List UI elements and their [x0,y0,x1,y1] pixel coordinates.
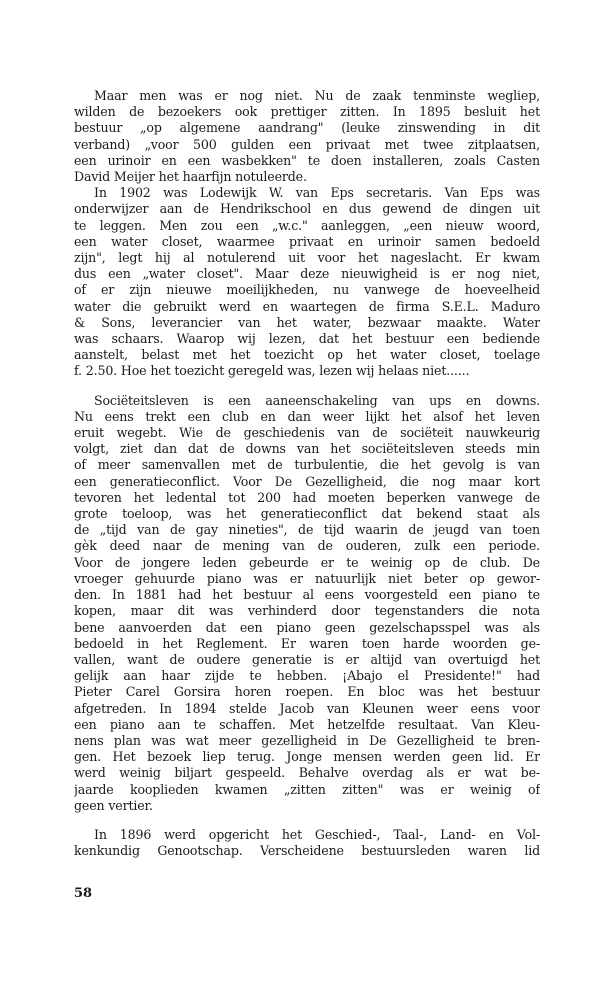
paragraph-3 [74,393,540,814]
text-line: Sociëteitsleven is een aaneenschakeling van ups en downs. [94,392,540,408]
text-line: Voor de jongere leden gebeurde er te weinig op de club. De [74,554,540,570]
text-line: nens plan was wat meer gezelligheid in De Gezelligheid te bren- [74,732,540,748]
text-line: was schaars. Waarop wij lezen, dat het bestuur een bediende [74,331,540,347]
text-line: Nu eens trekt een club en dan weer lijkt het alsof het leven [74,408,540,424]
paragraph-4 [74,827,540,859]
text-line: David Meijer het haarfijn notuleerde. [74,169,307,185]
text-line: wilden de bezoekers ook prettiger zitten. In 1895 besluit het [74,104,540,120]
text-line: kenkundig Genootschap. Verscheidene bestuursleden waren lid [74,843,540,859]
text-line: & Sons, leverancier van het water, bezwaar maakte. Water [74,314,540,330]
paragraph-2 [74,185,540,379]
text-line: kopen, maar dit was verhinderd door tegenstanders die nota [74,603,540,619]
text-line: gen. Het bezoek liep terug. Jonge mensen werden geen lid. Er [74,749,540,765]
text-line: afgetreden. In 1894 stelde Jacob van Kleunen weer eens voor [74,700,540,716]
text-line: verband) „voor 500 gulden een privaat met twee zitplaatsen, [74,136,540,152]
text-line: bestuur „op algemene aandrang" (leuke zinswending in dit [74,120,540,136]
text-line: jaarde kooplieden kwamen „zitten zitten" was er weinig of [74,781,540,797]
text-line: den. In 1881 had het bestuur al eens voorgesteld een piano te [74,587,540,603]
text-line: of meer samenvallen met de turbulentie, die het gevolg is van [74,457,540,473]
text-line: een urinoir en een wasbekken" te doen installeren, zoals Casten [74,152,540,168]
paragraph-1 [74,88,540,185]
text-line: bene aanvoerden dat een piano geen gezelschapsspel was als [74,619,540,635]
text-line: grote toeloop, was het generatieconflict dat bekend staat als [74,506,540,522]
text-line: eruit wegebt. Wie de geschiedenis van de sociëteit nauwkeurig [74,425,540,441]
text-line: een piano aan te schaffen. Met hetzelfde resultaat. Van Kleu- [74,716,540,732]
text-line: gelijk aan haar zijde te hebben. ¡Abajo el Presidente!" had [74,668,540,684]
text-line: Pieter Carel Gorsira horen roepen. En bloc was het bestuur [74,684,540,700]
text-line: een water closet, waarmee privaat en urinoir samen bedoeld [74,233,540,249]
text-line: bedoeld in het Reglement. Er waren toen harde woorden ge- [74,635,540,651]
paragraph-gap [74,814,540,827]
text-line: of er zijn nieuwe moeilijkheden, nu vanwege de hoeveelheid [74,282,540,298]
text-line: vallen, want de oudere generatie is er altijd van overtuigd het [74,651,540,667]
text-line: vroeger gehuurde piano was er natuurlijk niet beter op gewor- [74,570,540,586]
text-line: werd weinig biljart gespeeld. Behalve overdag als er wat be- [74,765,540,781]
text-line: dus een „water closet". Maar deze nieuwigheid is er nog niet, [74,266,540,282]
text-line: te leggen. Men zou een „w.c." aanleggen, „een nieuw woord, [74,217,540,233]
text-line: Maar men was er nog niet. Nu de zaak tenminste wegliep, [94,88,540,103]
text-line: f. 2.50. Hoe het toezicht geregeld was, lezen wij helaas niet...... [74,363,470,379]
text-line: de „tijd van de gay nineties", de tijd waarin de jeugd van toen [74,522,540,538]
text-line: aanstelt, belast met het toezicht op het water closet, toelage [74,347,540,363]
page-number: 58 [74,886,93,901]
text-line: geen vertier. [74,797,153,813]
text-line: tevoren het ledental tot 200 had moeten beperken vanwege de [74,489,540,505]
text-line: In 1896 werd opgericht het Geschied-, Taal-, Land- en Vol- [94,826,540,842]
text-line: In 1902 was Lodewijk W. van Eps secretaris. Van Eps was [94,185,540,201]
page-body [74,88,540,859]
text-line: gèk deed naar de mening van de ouderen, zulk een periode. [74,538,540,554]
text-line: onderwijzer aan de Hendrikschool en dus gewend de dingen uit [74,201,540,217]
text-line: water die gebruikt werd en waartegen de firma S.E.L. Maduro [74,298,540,314]
text-line: volgt, ziet dan dat de downs van het sociëteitsleven steeds min [74,441,540,457]
paragraph-gap [74,380,540,393]
text-line: zijn", legt hij al notulerend uit voor het nageslacht. Er kwam [74,250,540,266]
text-line: een generatieconflict. Voor De Gezelligheid, die nog maar kort [74,473,540,489]
